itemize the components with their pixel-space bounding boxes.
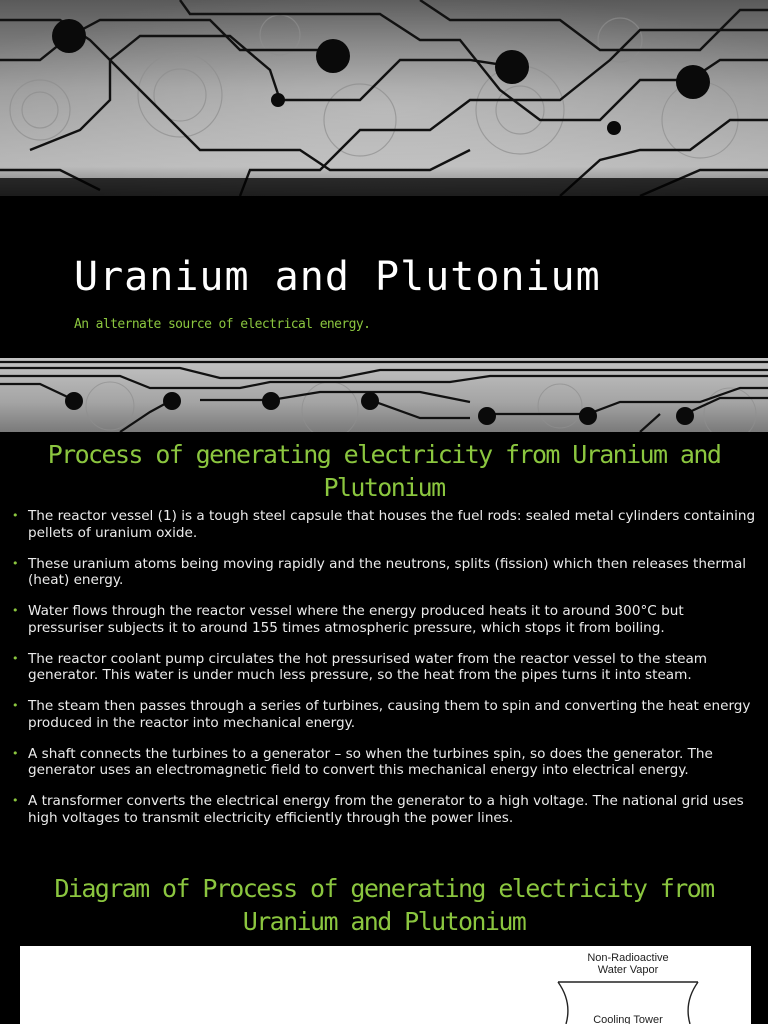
bullet-icon: • [12,556,19,570]
bullet-icon: • [12,746,19,760]
bullet-icon: • [12,699,19,712]
list-item [12,556,762,589]
circuit-board-image-top [0,0,768,196]
process-diagram [20,946,751,1024]
circuit-board-image-bottom [0,358,768,432]
water-vapor-label-line1: Non-Radioactive [587,952,669,964]
list-item [12,793,762,826]
process-bullet-list [12,508,762,841]
bullet-text: The reactor coolant pump circulates the hot pressurised water from the reactor vessel to the steam generator. This water is under much less pressure, so the heat from the pipes turns it into steam. [28,650,708,683]
list-item [12,746,762,779]
list-item [12,603,762,636]
bullet-icon: • [12,509,19,522]
content-slide [0,432,768,1024]
bullet-icon: • [12,651,19,665]
bullet-text: The steam then passes through a series of turbines, causing them to spin and converting the heat energy produced in the reactor into mechanical energy. [28,698,751,731]
water-vapor-label [572,952,684,976]
cooling-tower-label: Cooling Tower [593,1014,663,1024]
process-heading: Process of generating electricity from Uranium and Plutonium [47,440,721,502]
water-vapor-label-line2: Water Vapor [597,964,659,976]
diagram-heading: Diagram of Process of generating electricity from Uranium and Plutonium [54,874,714,936]
list-item [12,651,762,684]
bullet-icon: • [12,794,19,807]
presentation-title: Uranium and Plutonium [74,254,601,300]
bullet-text: The reactor vessel (1) is a tough steel capsule that houses the fuel rods: sealed metal cylinders containing pellets of uranium oxide. [28,508,756,541]
bullet-text: A shaft connects the turbines to a generator – so when the turbines spin, so does the generator. The generator uses an electromagnetic field to convert this mechanical energy into electrical energy. [28,745,713,778]
bullet-text: A transformer converts the electrical energy from the generator to a high voltage. The national grid uses high voltages to transmit electricity efficiently through the power lines. [28,793,744,826]
list-item [12,698,762,731]
title-slide [0,0,768,432]
bullet-icon: • [12,604,19,617]
bullet-text: These uranium atoms being moving rapidly and the neutrons, splits (fission) which then releases thermal (heat) energy. [28,555,747,588]
list-item [12,508,762,541]
bullet-text: Water flows through the reactor vessel where the energy produced heats it to around 300°C but pressuriser subjects it to around 155 times atmospheric pressure, which stops it from boiling. [28,603,684,636]
presentation-subtitle: An alternate source of electrical energy. [74,317,371,332]
